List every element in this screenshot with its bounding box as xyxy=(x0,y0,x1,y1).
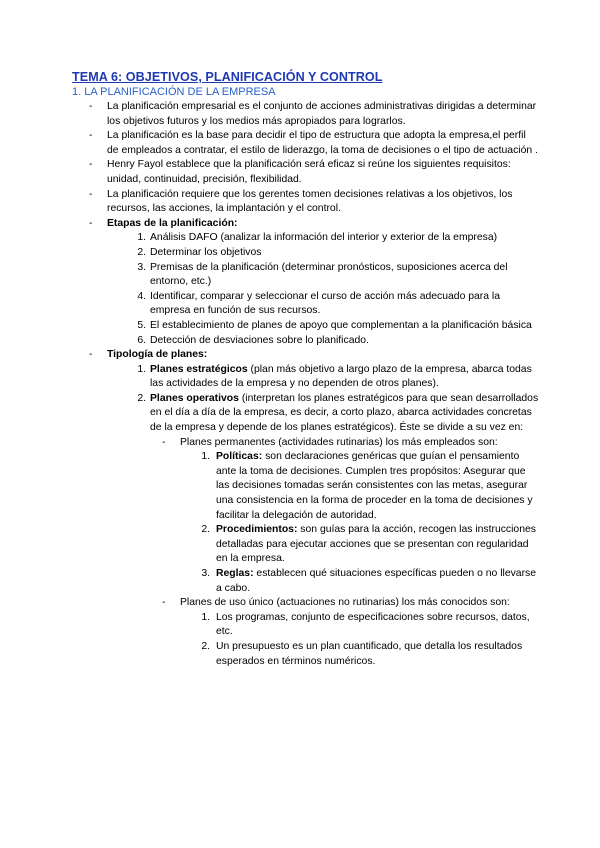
sub-bullet-item: - Planes de uso único (actuaciones no rutinarias) los más conocidos son: xyxy=(72,596,540,611)
etapas-heading: - Etapas de la planificación: xyxy=(72,217,540,232)
tipologia-heading: - Tipología de planes: xyxy=(72,348,540,363)
bullet-item: - La planificación empresarial es el conjunto de acciones administrativas dirigidas a determinar los objetivos futuros y los medios más apropiados para lograrlos. xyxy=(89,101,537,127)
dash-marker: - xyxy=(89,349,93,361)
etapa-item: 4. Identificar, comparar y seleccionar el curso de acción más adecuado para la empresa en función de sus recursos. xyxy=(137,290,501,317)
sub-bullet-item: - Planes permanentes (actividades rutinarias) los más empleados son: xyxy=(72,436,540,451)
etapa-item: 6. Detección de desviaciones sobre lo planificado. xyxy=(137,334,369,346)
bullet-item: - La planificación es la base para decidir el tipo de estructura que adopta la empresa,el perfil de empleados a contratar, el estilo de liderazgo, la toma de decisiones o el tipo de actuación . xyxy=(89,130,538,156)
dash-marker: - xyxy=(89,159,93,171)
bullet-item: - Henry Fayol establece que la planificación será eficaz si reúne los siguientes requisitos: unidad, continuidad, precisión, flexibilidad. xyxy=(89,159,511,185)
permanent-plan-item: 3. Reglas: establecen qué situaciones específicas pueden o no llevarse a cabo. xyxy=(201,568,537,594)
document-title: TEMA 6: OBJETIVOS, PLANIFICACIÓN Y CONTROL xyxy=(72,70,383,84)
dash-marker: - xyxy=(89,101,93,112)
plan-type-item: 2. Planes operativos (interpretan los planes estratégicos para que sean desarrollados en el día a día de la empresa, es decir, a corto plazo, abarca actividades concretas de la empresa y depende de los planes estratégicos). Éste se divide a su vez en: xyxy=(137,392,539,434)
dash-marker: - xyxy=(89,130,93,142)
bullet-item: - La planificación requiere que los gerentes tomen decisiones relativas a los objetivos, los recursos, las acciones, la implantación y el control. xyxy=(89,188,513,215)
single-use-plan-item: 1. Los programas, conjunto de especificaciones sobre recursos, datos, etc. xyxy=(201,611,530,638)
dash-marker: - xyxy=(162,597,166,609)
dash-marker: - xyxy=(162,436,166,448)
section-heading: 1. LA PLANIFICACIÓN DE LA EMPRESA xyxy=(72,86,276,98)
plan-type-item: 1. Planes estratégicos (plan más objetivo a largo plazo de la empresa, abarca todas las actividades de la empresa y no dependen de otros planes). xyxy=(137,363,532,390)
dash-marker: - xyxy=(89,217,93,229)
etapa-item: 2. Determinar los objetivos xyxy=(137,246,262,258)
etapa-item: 1. Análisis DAFO (analizar la información del interior y exterior de la empresa) xyxy=(137,232,498,244)
single-use-plan-item: 2. Un presupuesto es un plan cuantificado, que detalla los resultados esperados en términos numéricos. xyxy=(201,640,523,667)
permanent-plan-item: 2. Procedimientos: son guías para la acción, recogen las instrucciones detalladas para ejecutar acciones que se presentan con regularidad en la empresa. xyxy=(201,524,536,565)
permanent-plan-item: 1. Políticas: son declaraciones genéricas que guían el pensamiento ante la toma de decisiones. Cumplen tres propósitos: Asegurar que las decisiones tomadas serán consistentes con las metas, asegurar una consistencia en la forma de proceder en la toma de decisiones y facilitar la delegación de autoridad. xyxy=(201,451,533,521)
etapa-item: 5. El establecimiento de planes de apoyo que complementan a la planificación básica xyxy=(137,319,532,331)
dash-marker: - xyxy=(89,188,93,200)
etapa-item: 3. Premisas de la planificación (determinar pronósticos, suposiciones acerca del entorno, etc.) xyxy=(137,261,508,288)
